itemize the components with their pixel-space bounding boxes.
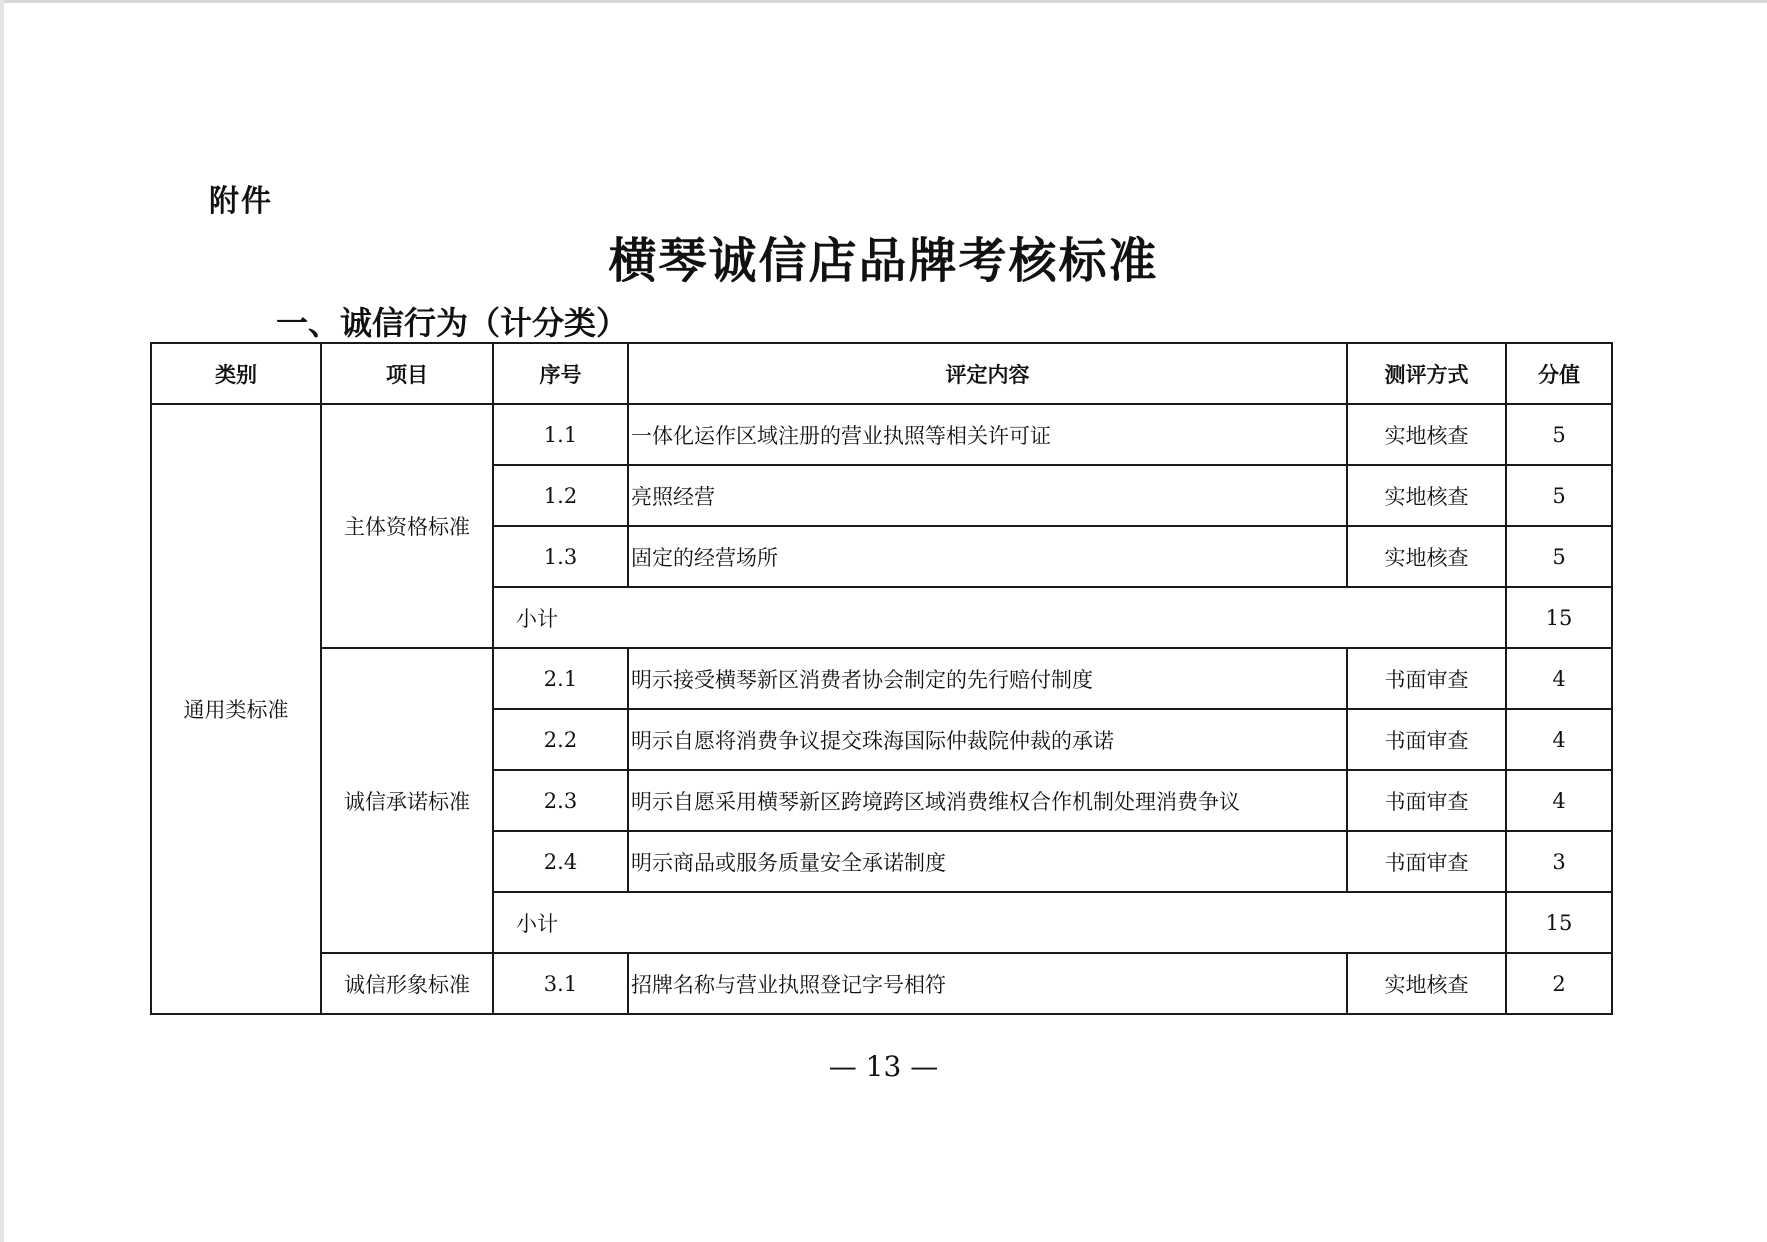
page-number: — 13 — [828, 1050, 939, 1083]
header-score: 分值 [1506, 343, 1612, 404]
subtotal-label: 小计 [493, 892, 1506, 953]
score-cell: 4 [1506, 709, 1612, 770]
content-cell: 招牌名称与营业执照登记字号相符 [628, 953, 1347, 1014]
content-cell: 明示自愿采用横琴新区跨境跨区域消费维权合作机制处理消费争议 [628, 770, 1347, 831]
content-cell: 明示商品或服务质量安全承诺制度 [628, 831, 1347, 892]
method-cell: 实地核查 [1347, 404, 1506, 465]
seq-cell: 1.1 [493, 404, 628, 465]
content-cell: 固定的经营场所 [628, 526, 1347, 587]
content-cell: 一体化运作区域注册的营业执照等相关许可证 [628, 404, 1347, 465]
method-cell: 实地核查 [1347, 953, 1506, 1014]
subtotal-value: 15 [1506, 587, 1612, 648]
seq-cell: 2.4 [493, 831, 628, 892]
content-cell: 明示接受横琴新区消费者协会制定的先行赔付制度 [628, 648, 1347, 709]
table-row [151, 648, 1612, 709]
content-cell: 亮照经营 [628, 465, 1347, 526]
standards-table [150, 342, 1613, 1015]
seq-cell: 2.2 [493, 709, 628, 770]
score-cell: 4 [1506, 648, 1612, 709]
header-item: 项目 [321, 343, 493, 404]
header-content: 评定内容 [628, 343, 1347, 404]
method-cell: 书面审查 [1347, 770, 1506, 831]
score-cell: 5 [1506, 526, 1612, 587]
page-edge [0, 0, 1767, 3]
score-cell: 4 [1506, 770, 1612, 831]
table-row [151, 404, 1612, 465]
header-method: 测评方式 [1347, 343, 1506, 404]
attachment-label: 附件 [209, 184, 273, 219]
item-cell: 诚信形象标准 [321, 953, 493, 1014]
seq-cell: 2.1 [493, 648, 628, 709]
method-cell: 书面审查 [1347, 648, 1506, 709]
method-cell: 实地核查 [1347, 465, 1506, 526]
table-header-row [151, 343, 1612, 404]
method-cell: 实地核查 [1347, 526, 1506, 587]
item-cell: 诚信承诺标准 [321, 648, 493, 953]
subtotal-label: 小计 [493, 587, 1506, 648]
score-cell: 5 [1506, 404, 1612, 465]
header-seq: 序号 [493, 343, 628, 404]
seq-cell: 1.2 [493, 465, 628, 526]
content-cell: 明示自愿将消费争议提交珠海国际仲裁院仲裁的承诺 [628, 709, 1347, 770]
method-cell: 书面审查 [1347, 831, 1506, 892]
subtotal-value: 15 [1506, 892, 1612, 953]
section-heading: 一、诚信行为（计分类） [276, 304, 629, 342]
seq-cell: 1.3 [493, 526, 628, 587]
header-category: 类别 [151, 343, 321, 404]
score-cell: 3 [1506, 831, 1612, 892]
document-title: 横琴诚信店品牌考核标准 [608, 233, 1159, 289]
score-cell: 2 [1506, 953, 1612, 1014]
category-cell: 通用类标准 [151, 404, 321, 1014]
score-cell: 5 [1506, 465, 1612, 526]
item-cell: 主体资格标准 [321, 404, 493, 648]
seq-cell: 3.1 [493, 953, 628, 1014]
table-row [151, 953, 1612, 1014]
method-cell: 书面审查 [1347, 709, 1506, 770]
seq-cell: 2.3 [493, 770, 628, 831]
